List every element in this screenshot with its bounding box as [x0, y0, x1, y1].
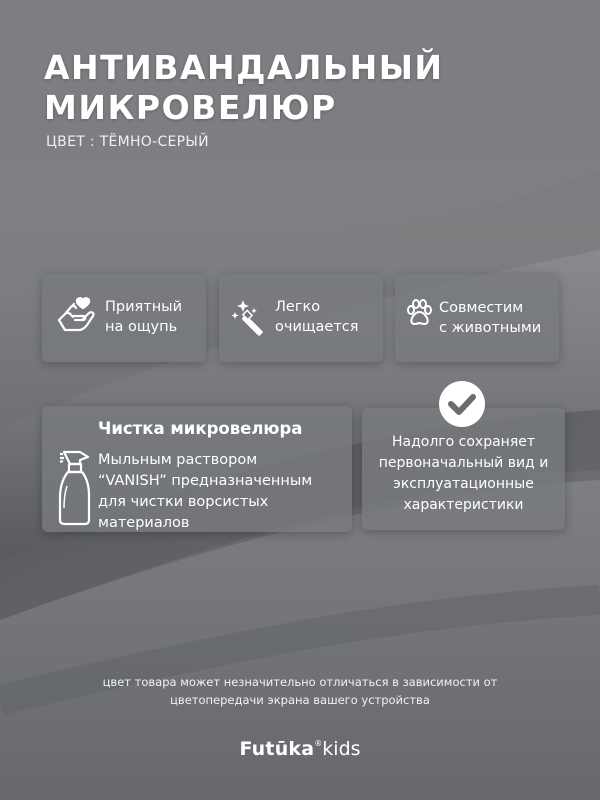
durability-line-1: Надолго сохраняет — [391, 434, 536, 450]
disclaimer-line-1: цвет товара может незначительно отличаться в зависимости от — [102, 675, 498, 689]
feature-card-easy-clean — [219, 274, 383, 362]
magic-wand-sparkle-icon — [229, 296, 269, 336]
feature-text — [275, 297, 358, 337]
feature-line-1: Приятный — [105, 299, 183, 315]
title-line-1: АНТИВАНДАЛЬНЫЙ — [44, 48, 444, 87]
product-title — [44, 48, 444, 128]
cleaning-info-card — [42, 406, 352, 532]
cleaning-title: Чистка микровелюра — [98, 419, 303, 438]
durability-line-4: характеристики — [403, 497, 524, 513]
brand-logo — [0, 738, 600, 760]
feature-line-2: очищается — [275, 319, 359, 335]
cleaning-line-2: “VANISH” предназначенным — [98, 473, 313, 489]
brand-name: Futūka — [239, 738, 315, 760]
feature-line-1: Легко — [275, 299, 321, 315]
color-label: ЦВЕТ : ТЁМНО-СЕРЫЙ — [46, 134, 209, 150]
disclaimer-line-2: цветопередачи экрана вашего устройства — [170, 693, 430, 707]
title-line-2: МИКРОВЕЛЮР — [44, 88, 337, 127]
color-disclaimer — [70, 673, 530, 709]
hand-heart-icon — [55, 294, 99, 338]
feature-text — [105, 297, 182, 337]
durability-line-2: первоначальный вид и — [378, 455, 549, 471]
cleaning-line-1: Мыльным раствором — [98, 452, 258, 468]
feature-line-2: с животными — [439, 320, 542, 336]
cleaning-line-3: для чистки ворсистых — [98, 494, 269, 510]
paw-icon — [403, 298, 435, 330]
durability-text — [362, 432, 565, 516]
feature-text — [439, 298, 541, 338]
cleaning-instructions — [98, 450, 348, 534]
spray-bottle-icon — [58, 444, 94, 526]
feature-card-soft-touch — [42, 274, 206, 362]
feature-line-2: на ощупь — [105, 319, 178, 335]
feature-card-pet-friendly — [395, 274, 559, 362]
registered-mark: ® — [314, 739, 323, 748]
check-circle-icon — [438, 380, 486, 428]
cleaning-line-4: материалов — [98, 515, 190, 531]
durability-line-3: эксплуатационные — [393, 476, 534, 492]
feature-line-1: Совместим — [439, 300, 524, 316]
brand-suffix: kids — [322, 738, 361, 760]
